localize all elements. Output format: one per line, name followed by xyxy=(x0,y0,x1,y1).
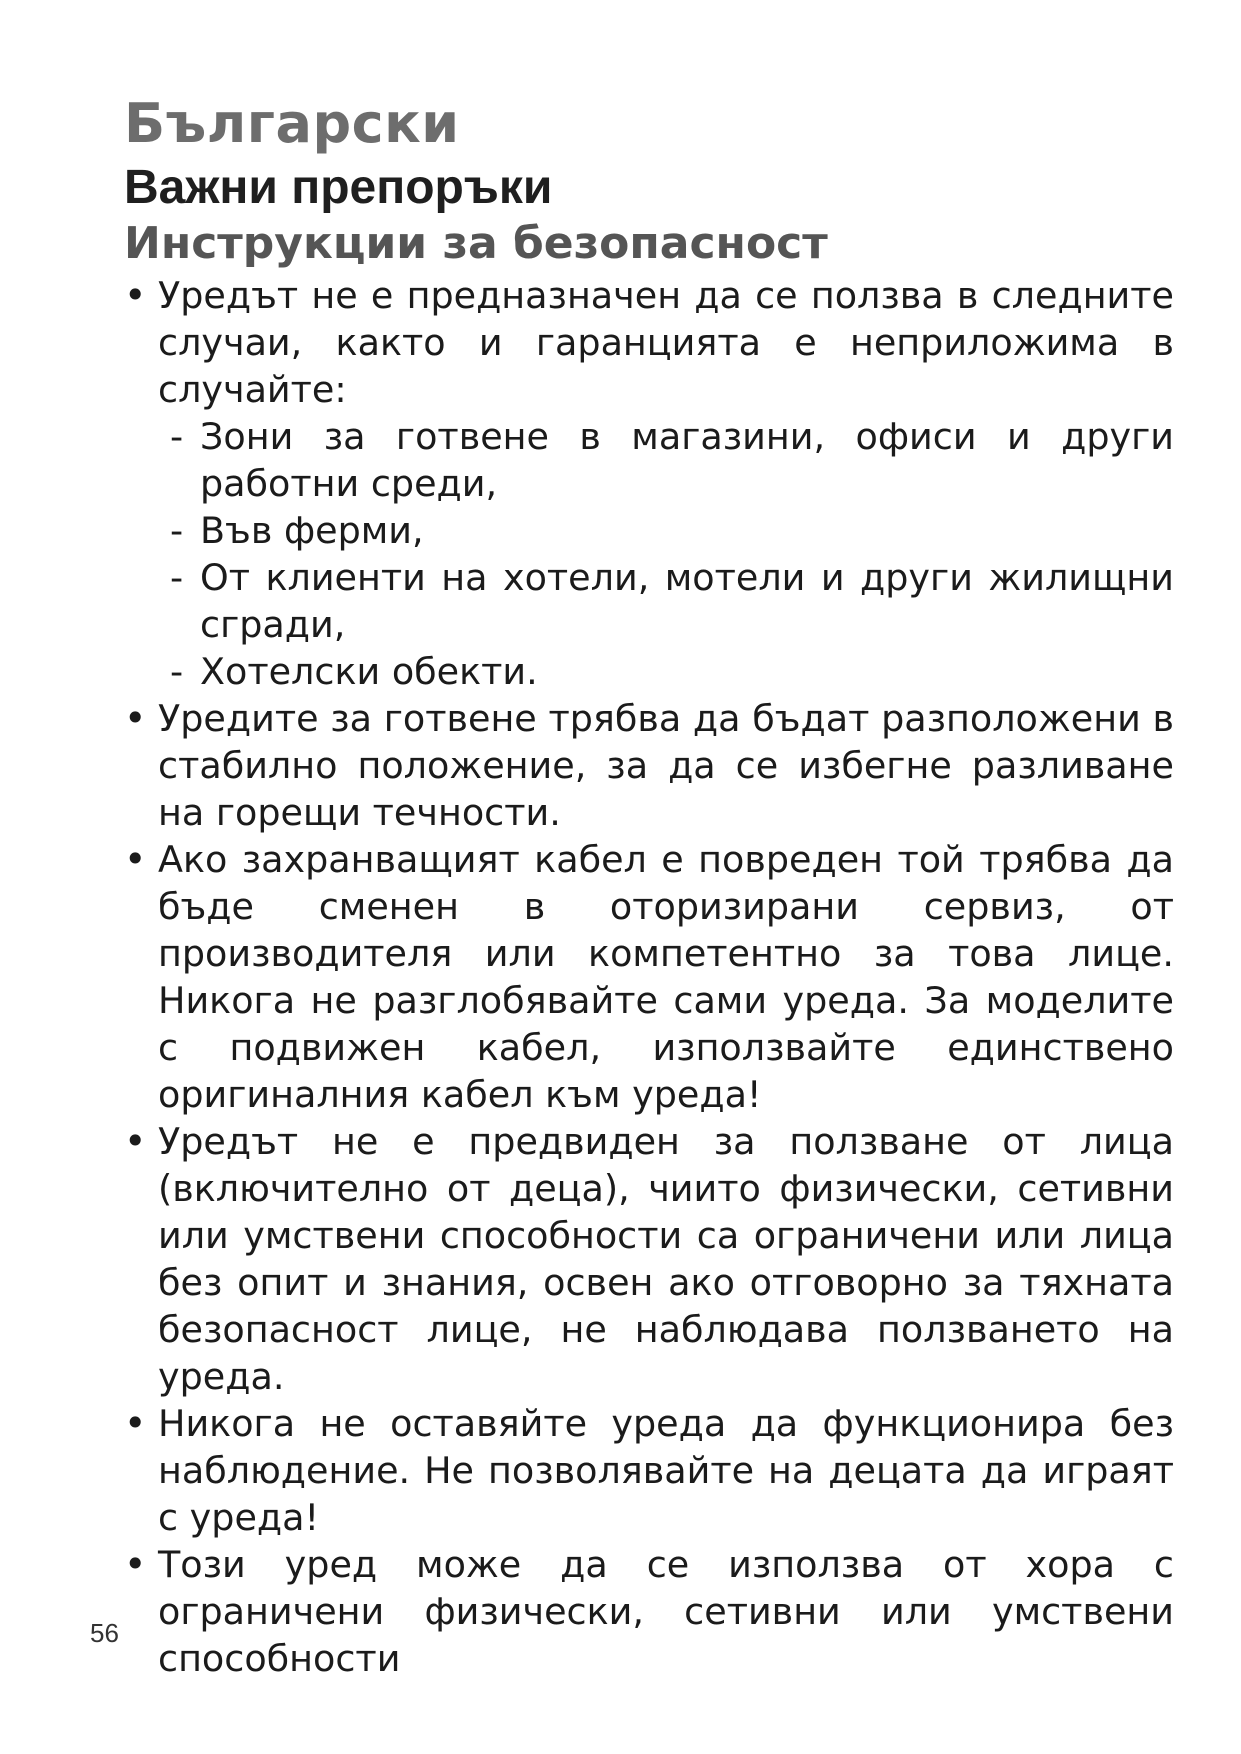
language-heading: Български xyxy=(124,92,460,155)
list-item-text: Уредите за готвене трябва да бъдат разположени в стабилно положение, за да се избегне разливане на горещи течности. xyxy=(158,697,1174,834)
sub-list-item-text: Зони за готвене в магазини, офиси и други работни среди, xyxy=(200,415,1174,505)
sub-list-item-text: Хотелски обекти. xyxy=(200,650,538,693)
bullet-icon: • xyxy=(124,273,147,317)
list-item-text: Този уред може да се използва от хора с ограничени физически, сетивни или умствени способности xyxy=(158,1543,1174,1680)
safety-instructions-list xyxy=(124,272,1174,1682)
bullet-icon: • xyxy=(124,837,147,881)
list-item xyxy=(124,272,1174,695)
dash-icon: - xyxy=(170,650,184,693)
sub-list-item xyxy=(170,554,1174,648)
list-item-text: Ако захранващият кабел е повреден той трябва да бъде сменен в оторизирани сервиз, от производителя или компетентно за това лице. Никога не разглобявайте сами уреда. За моделите с подвижен кабел, използвайте единствено оригиналния кабел към уреда! xyxy=(158,838,1174,1116)
list-item-text: Уредът не е предвиден за ползване от лица (включително от деца), чиито физически, сетивни или умствени способности са ограничени или лица без опит и знания, освен ако отговорно за тяхната безопасност лице, не наблюдава ползването на уреда. xyxy=(158,1120,1174,1398)
list-item-text: Уредът не е предназначен да се ползва в следните случаи, както и гаранцията е неприложима в случайте: xyxy=(158,274,1174,411)
page-number: 56 xyxy=(90,1618,119,1648)
bullet-icon: • xyxy=(124,696,147,740)
bullet-icon: • xyxy=(124,1542,147,1586)
sub-list xyxy=(158,413,1174,695)
dash-icon: - xyxy=(170,415,184,458)
sub-list-item xyxy=(170,648,1174,695)
dash-icon: - xyxy=(170,509,184,552)
sub-list-item xyxy=(170,413,1174,507)
sub-list-item-text: Във ферми, xyxy=(200,509,424,552)
sub-list-item xyxy=(170,507,1174,554)
sub-list-item-text: От клиенти на хотели, мотели и други жилищни сгради, xyxy=(200,556,1174,646)
bullet-icon: • xyxy=(124,1119,147,1163)
dash-icon: - xyxy=(170,556,184,599)
list-item xyxy=(124,695,1174,836)
list-item xyxy=(124,1541,1174,1682)
list-item xyxy=(124,1400,1174,1541)
list-item xyxy=(124,836,1174,1118)
list-item xyxy=(124,1118,1174,1400)
section-heading: Важни препоръки xyxy=(124,161,553,214)
list-item-text: Никога не оставяйте уреда да функционира без наблюдение. Не позволявайте на децата да играят с уреда! xyxy=(158,1402,1174,1539)
bullet-icon: • xyxy=(124,1401,147,1445)
subsection-heading: Инструкции за безопасност xyxy=(124,218,828,269)
